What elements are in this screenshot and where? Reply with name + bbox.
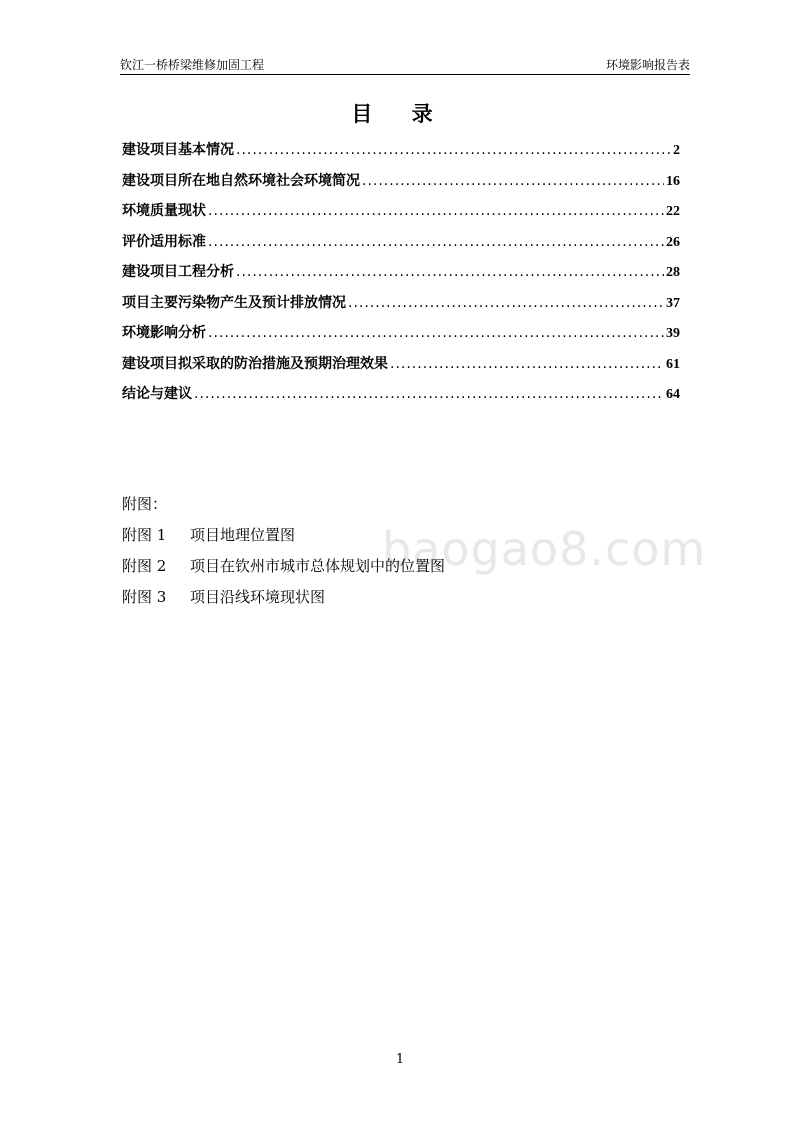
toc-leader-dots [208, 203, 664, 219]
watermark: baogao8.com [382, 522, 707, 576]
appendix-item [122, 524, 445, 555]
toc-item-label: 环境质量现状 [122, 203, 206, 219]
toc-item[interactable] [122, 139, 680, 170]
toc-item-page: 26 [666, 234, 680, 250]
toc-item[interactable] [122, 170, 680, 201]
toc-item-page: 64 [666, 387, 680, 402]
toc-leader-dots [348, 295, 664, 311]
appendix-item-text: 项目地理位置图 [190, 526, 296, 544]
appendix-item-number: 附图 3 [122, 588, 167, 606]
toc-item[interactable] [122, 231, 680, 262]
toc-leader-dots [208, 234, 664, 250]
toc-item-label: 建设项目工程分析 [122, 264, 234, 280]
toc-item-label: 建设项目拟采取的防治措施及预期治理效果 [122, 355, 388, 372]
toc-leader-dots [390, 356, 664, 372]
toc-item[interactable] [122, 200, 680, 231]
toc-item-label: 评价适用标准 [122, 233, 206, 250]
toc-item-label: 项目主要污染物产生及预计排放情况 [122, 294, 346, 311]
toc-item[interactable] [122, 261, 680, 292]
appendix-item-text: 项目在钦州市城市总体规划中的位置图 [190, 557, 446, 575]
toc-leader-dots [236, 264, 664, 280]
toc-item-page: 39 [666, 326, 680, 341]
appendix-item [122, 586, 445, 617]
toc-item-page: 37 [666, 295, 680, 311]
toc-item-page: 22 [666, 204, 680, 219]
toc-item-label: 建设项目所在地自然环境社会环境简况 [122, 172, 360, 189]
toc-item-label: 结论与建议 [122, 386, 192, 402]
toc-item[interactable] [122, 292, 680, 323]
table-of-contents [122, 139, 680, 414]
header-report-type: 环境影响报告表 [605, 58, 690, 72]
toc-item[interactable] [122, 383, 680, 414]
appendix-item-number: 附图 2 [122, 557, 167, 575]
appendix-list [122, 493, 445, 617]
toc-leader-dots [208, 325, 664, 341]
page-header [120, 56, 690, 75]
header-project-name: 钦江一桥桥梁维修加固工程 [120, 58, 265, 72]
toc-leader-dots [362, 173, 664, 189]
toc-item-page: 28 [666, 265, 680, 280]
page-number: 1 [395, 1052, 405, 1067]
toc-item[interactable] [122, 353, 680, 384]
toc-leader-dots [236, 142, 671, 158]
page-title: 目 录 [351, 101, 449, 126]
toc-item[interactable] [122, 322, 680, 353]
appendix-item-number: 附图 1 [122, 526, 167, 544]
toc-leader-dots [194, 386, 664, 402]
toc-item-label: 建设项目基本情况 [122, 142, 234, 158]
toc-item-page: 2 [673, 143, 680, 158]
appendix-heading: 附图： [122, 495, 168, 513]
toc-item-label: 环境影响分析 [122, 325, 206, 341]
toc-item-page: 61 [666, 356, 680, 372]
toc-item-page: 16 [666, 173, 680, 189]
appendix-item [122, 555, 445, 586]
appendix-item-text: 项目沿线环境现状图 [190, 588, 326, 606]
